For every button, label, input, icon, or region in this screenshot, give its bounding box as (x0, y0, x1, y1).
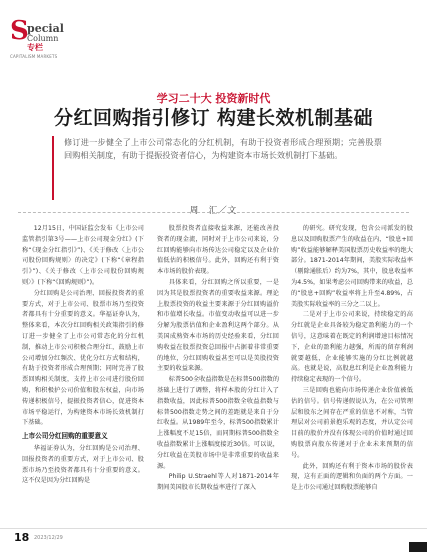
body-column-1 (22, 224, 144, 524)
body-paragraph: 三是回购也能向市场传递企业价值被低估的信号。信号传递假说认为，在公司管理层和股东之间存在严重的信息不对称，当管理层对公司前景抱乐观的态度，并认定公司目前的股价并没有体现公司的价值时通过回购股票向股东传递对于企业未来预期的信号。 (291, 386, 413, 459)
page-number: 18 (14, 531, 30, 544)
body-column-2 (157, 224, 279, 524)
column-tag-initial: S (10, 16, 29, 46)
column-tag (10, 18, 80, 64)
body-paragraph: 二是对于上市公司来说，持续稳定的高分红就是企业具备较为稳定盈利能力的一个信号，这意味着在既定的利润增速目标情况下，企业的盈利能力越强，所需的留存利润就要越低，企业能够实施的分红比例就越高。也就是说，高股息红利是企业盈利能力持续稳定表现的一个信号。 (291, 311, 413, 384)
body-paragraph: 股票投资者直接收益来源，还能改善投资者的现金流，同时对于上市公司来说，分红回购能够向市场传达公司稳定以及企业价值低估的积极信号。此外，回购还有利于资本市场的股价表现。 (157, 225, 279, 276)
column-tag-word: pecial (27, 22, 64, 35)
article-byline: 周 汇／文 (189, 206, 238, 216)
article-summary (52, 136, 382, 200)
corner-mark (409, 542, 427, 552)
body-paragraph: 12月15日，中国证监会发布《上市公司监管指引第3号——上市公司现金分红》(下称“《现金分红指引》”)、《关于修改〈上市公司股份回购规则〉的决定》(下称“《章程指引》”)、《关于修改〈上市公司股份回购规则〉》(下称“《回购规则》”)。 (22, 225, 144, 286)
article-title: 分红回购指引修订 构建长效机制基础 (53, 107, 374, 129)
column-tag-caption: CAPITALISM MARKETS (10, 54, 58, 59)
footer-divider (0, 528, 427, 529)
body-paragraph: Philip U.Straehl等人对1871-2014年期间美国股市长期收益率进行了深入 (157, 473, 279, 492)
body-paragraph: 具体来看，分红回购之所以重要，一是因为其是股票投资者的重要收益来源。理论上股票投资的收益主要来源于分红回购溢价和市值增长收益。市值变动收益可以进一步分解为股票估值和企业盈利这两个部分。从美国成熟资本市场的历史经验来看，分红回购收益在股票投资总回报中占据着非常重要的地位，分红回购收益甚至可以是美股投资主要的收益来源。 (157, 278, 279, 373)
section-heading: 上市公司分红回购的重要意义 (22, 432, 108, 441)
issue-date: 2023/12/29 (34, 535, 63, 541)
body-paragraph: 标普500全收益指数是在标普500指数的基础上进行了调整，将样本股的分红计入了指数收益，因此标普500指数全收益指数与标普500指数走势之间的差距就是来自于分红收益。从1989年至今，标普500指数累计上涨幅度不足15倍，而同期标普500指数全收益指数累计上涨幅度接近30倍。可以说，分红收益在美股市场中是非常重要的收益来源。 (157, 376, 279, 470)
body-paragraph: 分红回购是公司治理、回报投资者的重要方式，对于上市公司、股票市场乃至投资者都具有十分重要的意义。华福证券认为，整体来看，本次分红回购相关政策指引的修订进一步健全了上市公司常态化的分红机制，推动上市公司积极合理分红，鼓励上市公司增加分红频次、优化分红方式和结构，有助于投资者形成合理预期；同时完善了股票回购相关制度，支持上市公司进行股份回购，和积极护公司价值和股东权益，向市场传递积极信号，提振投资者信心，促进资本市场平稳运行，为构建资本市场长效机制打下基础。 (22, 289, 144, 427)
body-paragraph: 此外，回购还有利于资本市场的股价表现，这有正面的逻辑和负面的两个方面。一是上市公司通过回购股票能够自 (291, 462, 413, 492)
body-column-3 (291, 224, 413, 524)
column-tag-column: Column (27, 34, 59, 43)
article-summary-text: 修订进一步健全了上市公司常态化的分红机制，有助于投资者形成合理预期；完善股票回购相关制度，有助于提振投资者信心，为构建资本市场长效机制打下基础。 (64, 137, 382, 160)
body-paragraph: 的研究。研究发现，包含公司派发的股息以及回购股票产生的收益在内，“股息+回购”收益能够解释美国股票历史收益率的绝大部分。1871-2014年期间，美股实际收益率（剔除通胀后）约为7%，其中，股息收益率为4.5%，如果考虑公司回购带来的收益，总的“股息+回购”收益率将上升至4.89%，占美股实际收益率的三分之二以上。 (291, 225, 413, 308)
column-tag-cn: 专栏 (27, 43, 43, 52)
article-kicker: 学习二十大 投资新时代 (156, 92, 271, 105)
section-divider (18, 212, 409, 213)
body-paragraph: 华福证券认为，分红回购是公司治理、回报投资者的重要方式，对于上市公司、股票市场乃至投资者都具有十分重要的意义。这不仅是因为分红回购是 (22, 444, 144, 485)
